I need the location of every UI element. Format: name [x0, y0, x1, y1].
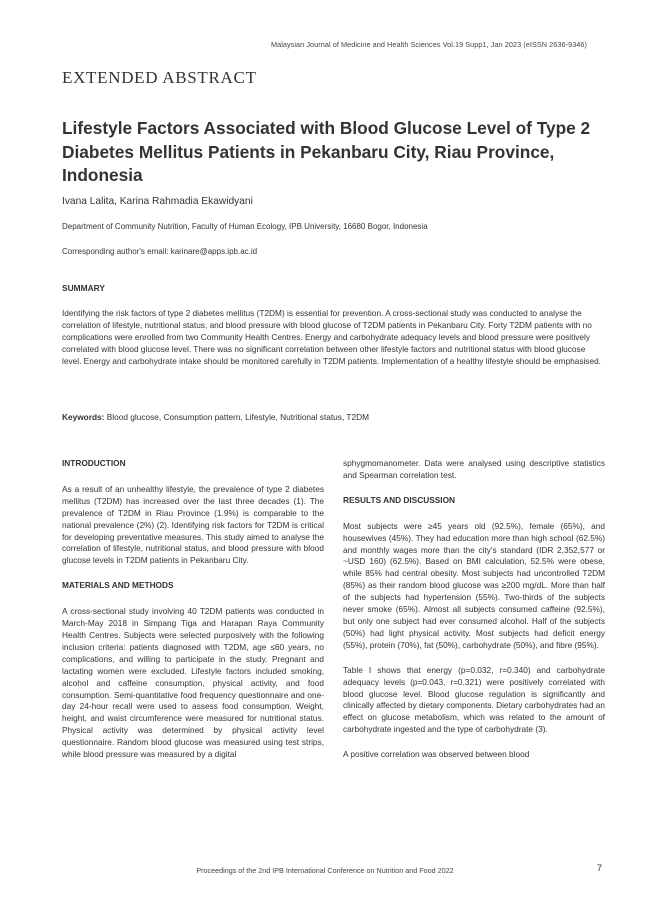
- corresponding-email: Corresponding author's email: karinare@apps.ipb.ac.id: [62, 247, 258, 256]
- results-paragraph-3: A positive correlation was observed between blood: [343, 749, 530, 760]
- article-title: Lifestyle Factors Associated with Blood Glucose Level of Type 2 Diabetes Mellitus Patients in Pekanbaru City, Riau Province, Indonesia: [62, 118, 591, 185]
- results-paragraph-2: Table I shows that energy (p=0.032, r=0.340) and carbohydrate adequacy levels (p=0.043, r=0.321) were positively correlated with blood glucose level. Blood glucose regulation is significantly and clinically affected by dietary components. Dietary carbohydrates had an effect on glucose metabolism, which was related to the amount of carbohydrate ingested and the type of carbohydrate (3).: [343, 664, 605, 735]
- authors: Ivana Lalita, Karina Rahmadia Ekawidyani: [62, 196, 253, 207]
- methods-continued-text: sphygmomanometer. Data were analysed using descriptive statistics and Spearman correlation test.: [343, 458, 605, 480]
- results-paragraph-1: Most subjects were ≥45 years old (92.5%), female (65%), and housewives (45%). They had education more than high school (62.5%) and monthly wages more than the city's standard (IDR 2,352,577 or ~USD 160) (62.5%). Based on BMI calculation, 52.5% were obese, while 85% had central obesity. Most subjects had uncontrolled T2DM (85%) as their random blood glucose was ≥200 mg/dL. More than half of the subjects had hypertension (55%). Two-thirds of the subjects never smoke (65%). Almost all subjects consumed caffeine (92.5%), but only one subject had ever consumed alcohol. Half of the subjects (50%) had light physical activity. Most subjects had deficit energy (55%), protein (70%), fat (50%), carbohydrate (50%), and fibre (95%).: [343, 520, 605, 650]
- methods-text: A cross-sectional study involving 40 T2DM patients was conducted in March-May 2018 in Simpang Tiga and Harapan Raya Community Health Centres. Subjects were selected purposively with the following inclusion criteria: patients diagnosed with T2DM, age ≤60 years, no complications, and willing to participate in the study. Pregnant and lactating women were excluded. Lifestyle factors included smoking, alcohol and caffeine consumption, physical activity, and food consumption. Semi-quantitative food frequency questionnaire and one-day 24-hour recall were used to assess food consumption. Weight, height, and waist circumference were measured for nutritional status. Physical activity was determined by physical activity level questionnaire. Random blood glucose was measured using test strips, while blood pressure was measured by a digital: [62, 606, 324, 760]
- introduction-heading: INTRODUCTION: [62, 458, 126, 468]
- left-column: [62, 458, 324, 774]
- summary-text: Identifying the risk factors of type 2 diabetes mellitus (T2DM) is essential for prevention. A cross-sectional study was conducted to analyse the correlation of lifestyle, nutritional status, and blood pressure with blood glucose of T2DM patients in Pekanbaru City. Forty T2DM patients with no complications were enrolled from two Community Health Centres. Energy and carbohydrate adequacy levels and blood pressure were positively correlated with blood glucose level. There was no significant correlation between other lifestyle factors and nutritional status with blood glucose level. Energy and carbohydrate intake should be monitored carefully in T2DM patients. Implementation of a healthy lifestyle should be emphasised.: [62, 308, 601, 367]
- right-column: [343, 458, 605, 774]
- journal-header: Malaysian Journal of Medicine and Health Sciences Vol.19 Supp1, Jan 2023 (eISSN 2636-9346): [270, 40, 587, 49]
- methods-heading: MATERIALS AND METHODS: [62, 580, 174, 591]
- introduction-text: As a result of an unhealthy lifestyle, the prevalence of type 2 diabetes mellitus (T2DM) has increased over the last three decades (1). The prevalence of T2DM in Riau Province (1.9%) is comparable to the national prevalence (2%) (2). Identifying risk factors for T2DM is critical for developing preventative measures. This study aimed to analyse the correlation of lifestyle, nutritional status, and blood pressure with blood glucose levels in T2DM patients in Pekanbaru City.: [62, 483, 324, 566]
- page-footer: Proceedings of the 2nd IPB International Conference on Nutrition and Food 2022: [196, 866, 454, 875]
- article-type: EXTENDED ABSTRACT: [62, 68, 257, 87]
- page-number: 7: [596, 863, 602, 874]
- keywords-label: Keywords:: [62, 412, 105, 422]
- keywords: [62, 412, 606, 422]
- summary-heading: SUMMARY: [62, 283, 105, 293]
- keywords-text: Blood glucose, Consumption pattern, Lifestyle, Nutritional status, T2DM: [106, 412, 369, 422]
- results-heading: RESULTS AND DISCUSSION: [343, 494, 456, 505]
- affiliation: Department of Community Nutrition, Faculty of Human Ecology, IPB University, 16680 Bogor, Indonesia: [62, 222, 428, 231]
